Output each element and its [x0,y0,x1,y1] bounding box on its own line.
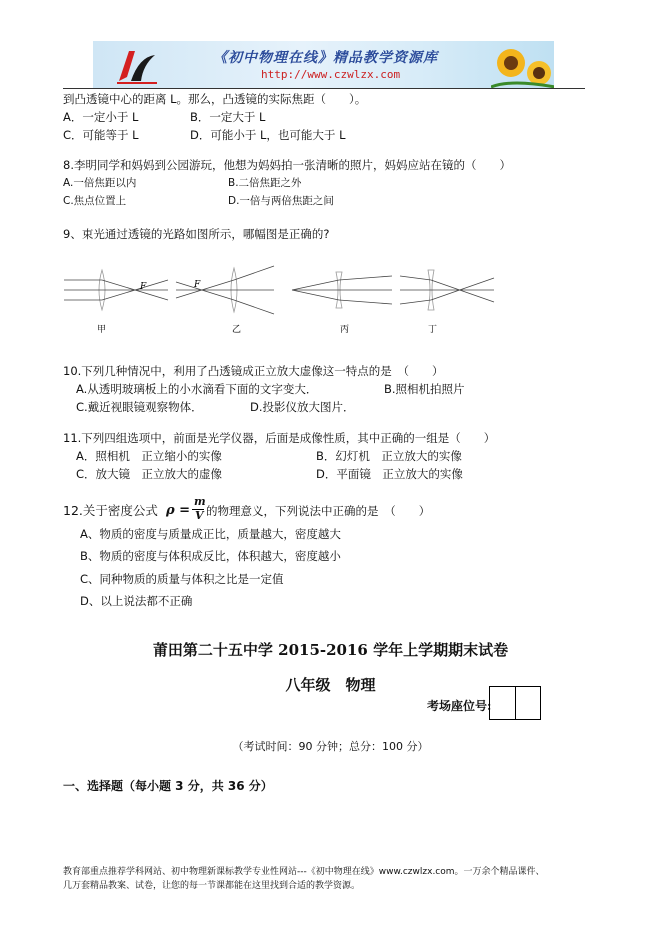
question-9-stem: 9、束光通过透镜的光路如图所示，哪幅图是正确的? [63,227,330,241]
header-banner [93,41,554,88]
q10-option-b: B.照相机拍照片 [384,382,465,396]
question-12-stem-suffix: 的物理意义，下列说法中正确的是 （ ） [206,504,431,518]
question-12-stem-prefix: 12.关于密度公式 [63,503,158,518]
question-8-stem: 8.李明同学和妈妈到公园游玩，他想为妈妈拍一张清晰的照片，妈妈应站在镜的（ ） [63,158,511,172]
q12-option-d: D、以上说法都不正确 [80,594,193,608]
q10-option-d: D.投影仪放大图片． [250,400,355,414]
q12-option-c: C、同种物质的质量与体积之比是一定值 [80,572,284,586]
exam-title: 莆田第二十五中学 2015-2016 学年上学期期末试卷 [152,641,509,659]
q10-option-c: C.戴近视眼镜观察物体． [76,400,203,414]
option-a: A．一定小于 L [63,110,139,124]
q11-option-d: D．平面镜 正立放大的实像 [316,467,463,481]
section-1-heading: 一、选择题（每小题 3 分，共 36 分） [63,779,273,793]
question-10-stem: 10.下列几种情况中，利用了凸透镜成正立放大虚像这一特点的是 （ ） [63,364,444,378]
lens-ray-diagrams [62,262,512,342]
seat-box-divider [515,687,516,719]
figure-label-ding: 丁 [428,325,438,335]
seat-number-label: 考场座位号: [427,699,492,713]
q8-option-d: D.一倍与两倍焦距之间 [228,195,334,207]
diagram-jia [64,270,168,335]
q8-option-c: C.焦点位置上 [63,195,127,207]
focus-label: F [140,282,147,292]
density-formula-denominator: V [195,509,204,522]
option-c: C．可能等于 L [63,128,139,142]
question-11-stem: 11.下列四组选项中，前面是光学仪器，后面是成像性质，其中正确的一组是（ ） [63,431,496,445]
banner-url: http://www.czwlzx.com [261,68,401,81]
figure-label-yi: 乙 [232,325,242,335]
footer-line-2: 几万套精品教案、试卷，让您的每一节课都能在这里找到合适的教学资源。 [63,881,361,891]
q11-option-a: A．照相机 正立缩小的实像 [76,449,222,463]
site-logo-icon [115,47,159,85]
diagram-ding [400,270,494,335]
question-text: 到凸透镜中心的距离 L。那么，凸透镜的实际焦距（ ）。 [63,92,367,106]
density-formula-rho: ρ = [166,503,191,518]
density-formula-numerator: m [194,495,206,508]
q12-option-a: A、物质的密度与质量成正比，质量越大，密度越大 [80,527,341,541]
q11-option-c: C．放大镜 正立放大的虚像 [76,467,223,481]
header-rule [63,88,585,89]
figure-label-bing: 丙 [340,325,350,335]
focus-label: F [194,280,201,290]
diagram-bing [292,272,392,335]
q8-option-b: B.二倍焦距之外 [228,177,302,189]
sunflower-icon [491,43,554,88]
q12-option-b: B、物质的密度与体积成反比，体积越大，密度越小 [80,549,341,563]
footer-line-1: 教育部重点推荐学科网站、初中物理新课标教学专业性网站---《初中物理在线》www.czwlzx.com。一万余个精品课件、 [63,867,545,877]
option-b: B．一定大于 L [190,110,266,124]
seat-number-box[interactable] [489,686,541,720]
figure-label-jia: 甲 [97,325,107,335]
diagram-yi [176,266,274,335]
exam-subtitle: 八年级 物理 [285,676,376,694]
q8-option-a: A.一倍焦距以内 [63,177,137,189]
banner-title: 《初中物理在线》精品教学资源库 [213,50,438,66]
q11-option-b: B．幻灯机 正立放大的实像 [316,449,462,463]
option-d: D．可能小于 L，也可能大于 L [190,128,346,142]
q10-option-a: A.从透明玻璃板上的小水滴看下面的文字变大． [76,382,318,396]
exam-time-info: （考试时间：90 分钟；总分：100 分） [232,740,429,753]
